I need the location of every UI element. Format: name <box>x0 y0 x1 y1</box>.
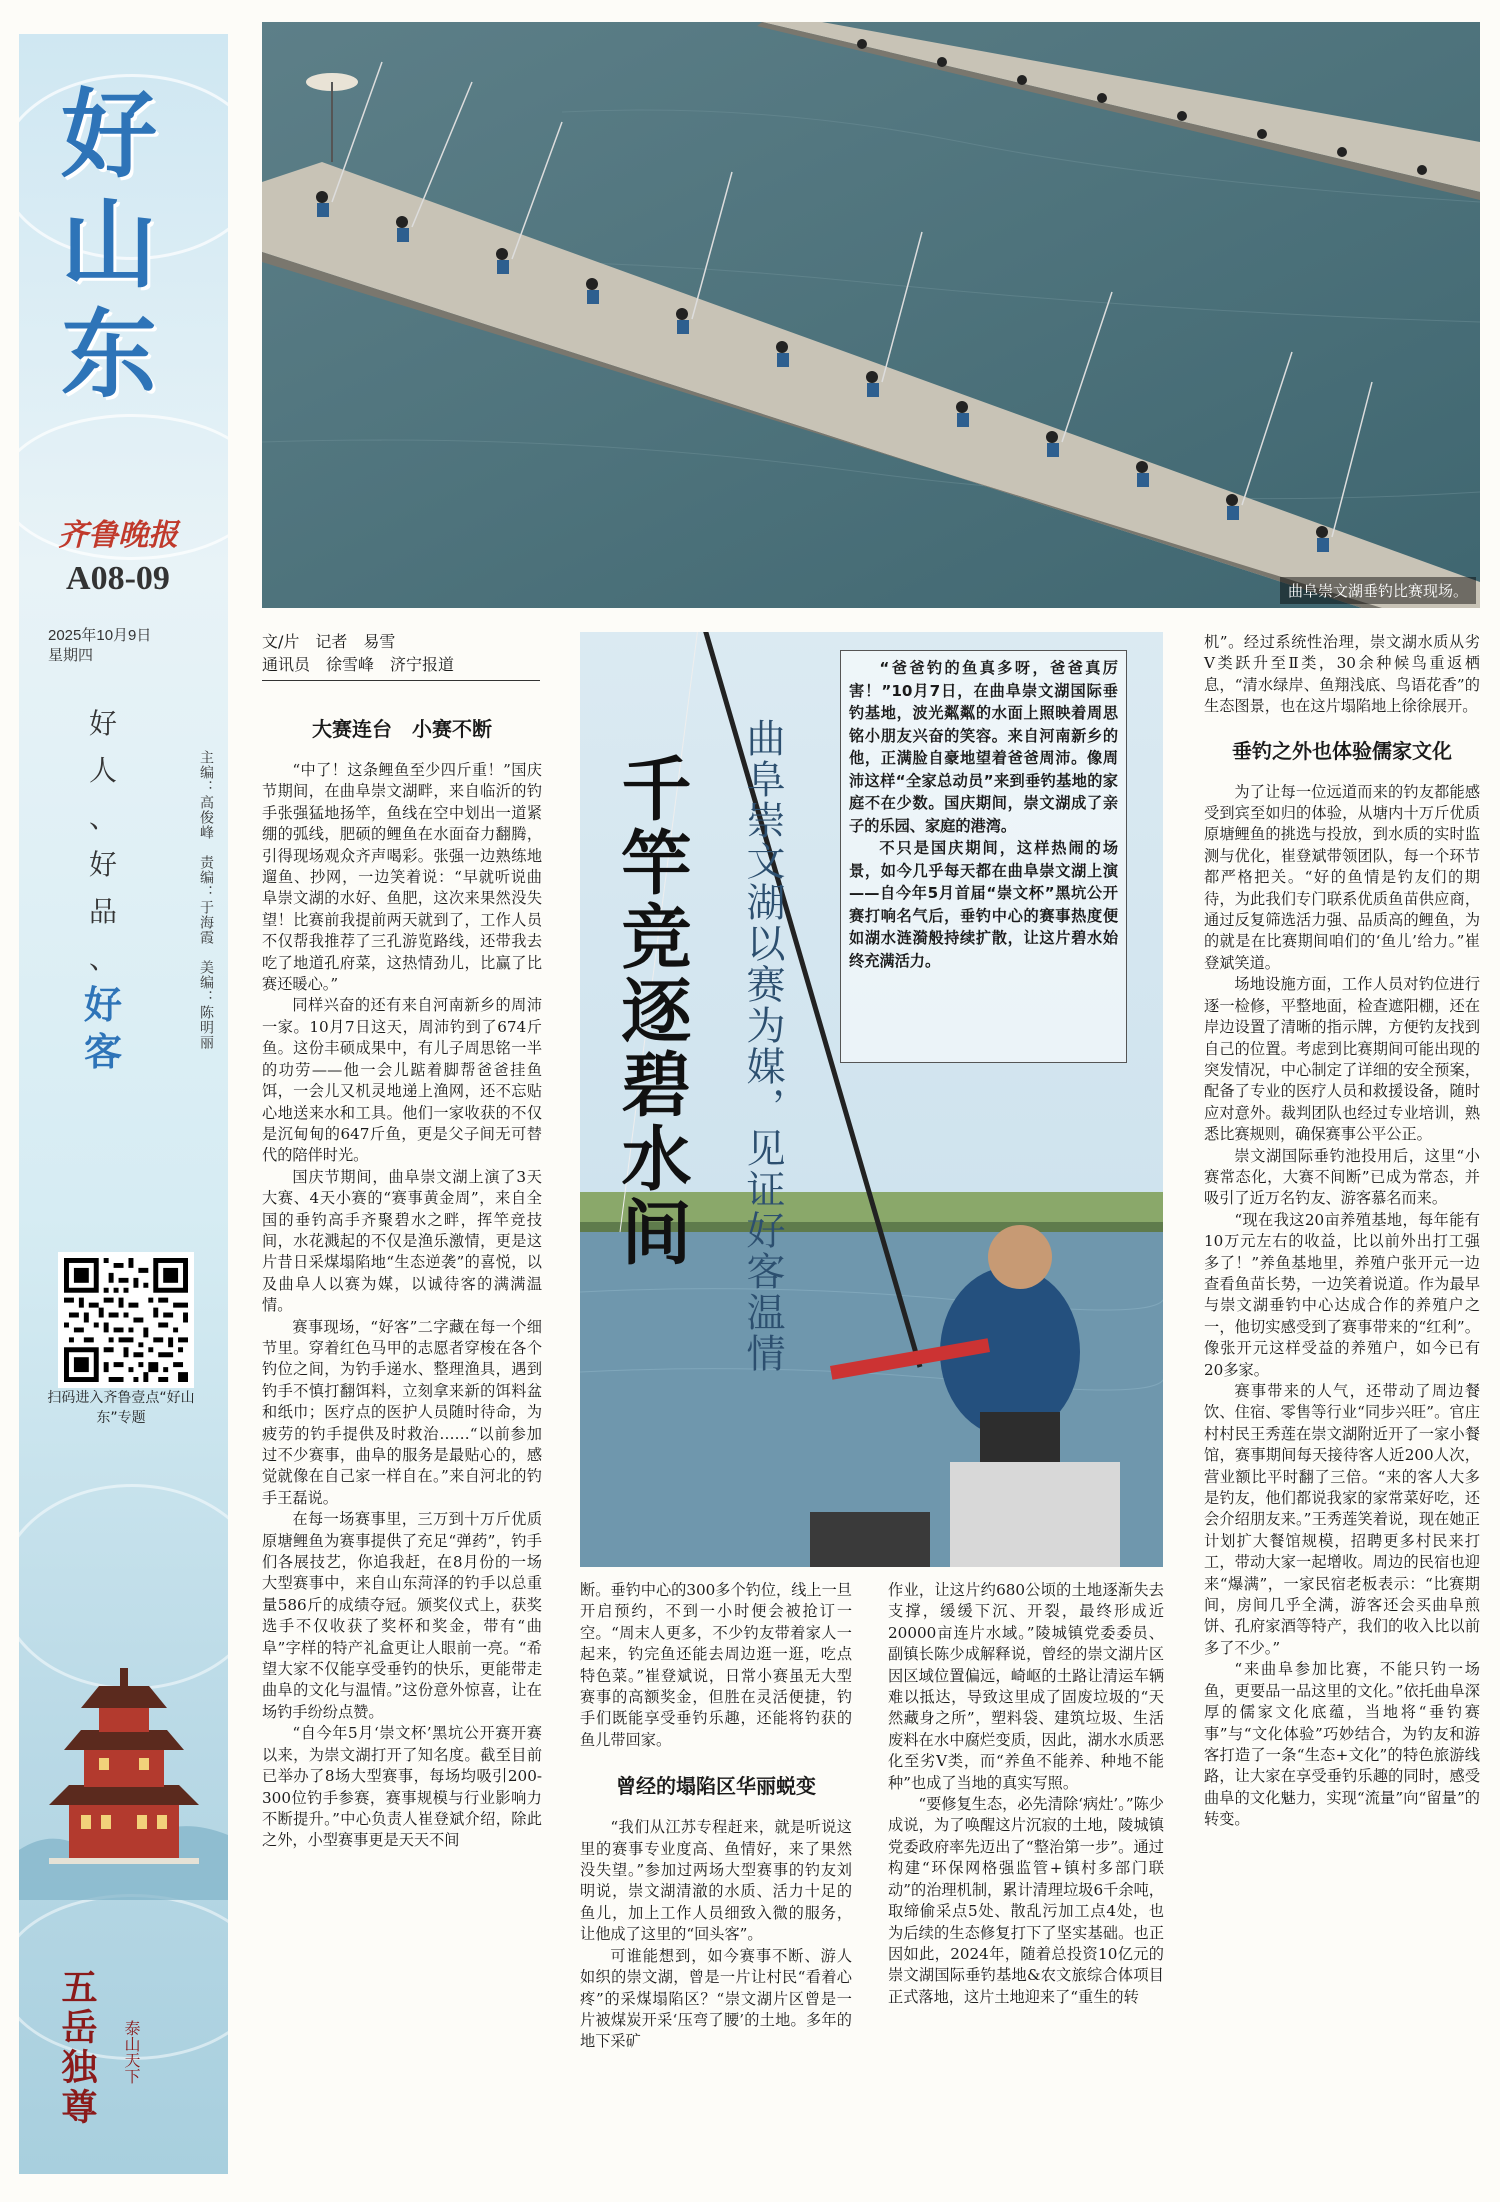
paragraph: “中了！这条鲤鱼至少四斤重！”国庆节期间，在曲阜崇文湖畔，来自临沂的钓手张强猛地扬竿，鱼线在空中划出一道紧绷的弧线，肥硕的鲤鱼在水面奋力翻腾，引得现场观众齐声喝彩。张强一边熟练地遛鱼、抄网，一边笑着说：“早就听说曲阜崇文湖的水好、鱼肥，这次来果然没失望！比赛前我提前两天就到了，工作人员不仅帮我推荐了三孔游览路线，还带我去吃了地道孔府菜，这热情劲儿，比赢了比赛还暖心。” <box>262 761 542 994</box>
paragraph: 赛事现场，“好客”二字藏在每一个细节里。穿着红色马甲的志愿者穿梭在各个钓位之间，为钓手递水、整理渔具，遇到钓手不慎打翻饵料，立刻拿来新的饵料盆和纸巾；医疗点的医护人员随时待命，为疲劳的钓手提供及时救治……“以前参加过不少赛事，曲阜的服务是最贴心的，感觉就像在自己家一样自在。”来自河北的钓手王磊说。 <box>262 1317 542 1507</box>
paragraph: 场地设施方面，工作人员对钓位进行逐一检修，平整地面，检查遮阳棚，还在岸边设置了清晰的指示牌，方便钓友找到自己的位置。考虑到比赛期间可能出现的突发情况，中心制定了详细的安全预案，配备了专业的医疗人员和救援设备，随时应对意外。裁判团队也经过专业培训，熟悉比赛规则，确保赛事公平公正。 <box>1204 975 1480 1144</box>
lead-paragraph: “爸爸钓的鱼真多呀，爸爸真厉害！”10月7日，在曲阜崇文湖国际垂钓基地，波光粼粼的水面上照映着周思铭小朋友兴奋的笑容。来自河南新乡的他，正满脸自豪地望着爸爸周沛。像周沛这样“全家总动员”来到垂钓基地的家庭不在少数。国庆期间，崇文湖成了亲子的乐园、家庭的港湾。 <box>849 659 1118 835</box>
section-heading: 曾经的塌陷区华丽蜕变 <box>616 1774 816 1799</box>
photo-caption: 曲阜崇文湖垂钓比赛现场。 <box>1280 577 1476 604</box>
paragraph: 可谁能想到，如今赛事不断、游人如织的崇文湖，曾是一片让村民“看着心疼”的采煤塌陷区？“崇文湖片区曾是一片被煤炭开采‘压弯了腰’的土地。多年的地下采矿 <box>580 1946 852 2051</box>
paragraph: “要修复生态，必先清除‘病灶’。”陈少成说，为了唤醒这片沉寂的土地，陵城镇党委政府率先迈出了“整治第一步”。通过构建“环保网格强监管+镇村多部门联动”的治理机制，累计清理垃圾6千余吨，取缔偷采点5处、散乱污加工点4处，也为后续的生态修复打下了坚实基础。也正因如此，2024年，随着总投资10亿元的崇文湖国际垂钓基地&农文旅综合体项目正式落地，这片土地迎来了“重生的转 <box>888 1795 1164 2006</box>
byline-correspondent: 通讯员 徐雪峰 济宁报道 <box>262 655 455 674</box>
subheadline: 曲阜崇文湖以赛为媒，见证好客温情 <box>740 718 785 1374</box>
fishing-platform-photo <box>262 22 1480 608</box>
date-text: 2025年10月9日 <box>48 627 152 644</box>
weekday-text: 星期四 <box>48 647 94 664</box>
slogan-char: 好 <box>83 983 122 1027</box>
slogan-char: 品 <box>88 895 117 928</box>
photo-illustration <box>262 22 1480 608</box>
paragraph: 同样兴奋的还有来自河南新乡的周沛一家。10月7日这天，周沛钓到了674斤鱼。这份丰硕成果中，有儿子周思铭一半的功劳——他一会儿踮着脚帮爸爸挂鱼饵，一会儿又机灵地递上渔网，还不忘贴心地送来水和工具。他们一家收获的不仅是沉甸甸的647斤鱼，更是父子间无可替代的陪伴时光。 <box>262 996 542 1165</box>
qr-code[interactable] <box>58 1252 194 1388</box>
paragraph: “现在我这20亩养殖基地，每年能有10万元左右的收益，比以前外出打工强多了！”养鱼基地里，养殖户张开元一边查看鱼苗长势，一边笑着说道。作为最早与崇文湖垂钓中心达成合作的养殖户之一，他切实感受到了赛事带来的“红利”。像张开元这样受益的养殖户，如今已有20多家。 <box>1204 1210 1480 1379</box>
section-heading: 垂钓之外也体验儒家文化 <box>1232 738 1452 763</box>
paragraph: “自今年5月‘崇文杯’黑坑公开赛开赛以来，为崇文湖打开了知名度。截至目前已举办了8场大型赛事，每场均吸引200-300位钓手参赛，赛事规模与行业影响力不断提升。”中心负责人崔登斌介绍，除此之外，小型赛事更是天天不间 <box>262 1724 542 1850</box>
slogan-char: 、 <box>88 942 117 975</box>
headline: 千竿竞逐碧水间 <box>610 752 692 1270</box>
slogan-char: 好 <box>88 707 117 740</box>
section-heading: 大赛连台 小赛不断 <box>312 717 492 741</box>
editor-credits: 主编：高俊峰 责编：于海霞 美编：陈明丽 <box>198 750 214 1050</box>
slogan-char: 客 <box>83 1030 122 1074</box>
issue-date <box>48 626 151 666</box>
calligraphy-stamp: 泰山天下 <box>122 2020 141 2084</box>
byline <box>262 630 542 676</box>
article-column-2 <box>580 1580 852 2053</box>
paragraph: 机”。经过系统性治理，崇文湖水质从劣Ⅴ类跃升至Ⅱ类，30余种候鸟重返栖息，“清水绿岸、鱼翔浅底、鸟语花香”的生态图景，也在这片塌陷地上徐徐展开。 <box>1204 633 1480 716</box>
lead-box <box>840 650 1127 1063</box>
article-column-3 <box>888 1580 1164 2008</box>
article-column-4 <box>1204 632 1480 1831</box>
paragraph: “我们从江苏专程赶来，就是听说这里的赛事专业度高、鱼情好，来了果然没失望。”参加过两场大型赛事的钓友刘明说，崇文湖清澈的水质、活力十足的鱼儿，加上工作人员细致入微的服务，让他成了这里的“回头客”。 <box>580 1818 852 1944</box>
section-brand-title: 好山东 <box>61 79 159 411</box>
divider <box>262 680 540 681</box>
paragraph: 在每一场赛事里，三万到十万斤优质原塘鲤鱼为赛事提供了充足“弹药”，钓手们各展技艺，你追我赶，在8月份的一场大型赛事中，来自山东菏泽的钓手以总重量586斤的成绩夺冠。颁奖仪式上，获奖选手不仅收获了奖杯和奖金，带有“曲阜”字样的特产礼盒更让人眼前一亮。“希望大家不仅能享受垂钓的快乐，更能带走曲阜的文化与温情。”这份意外惊喜，让在场钓手纷纷点赞。 <box>262 1510 542 1721</box>
qr-code-icon <box>64 1258 188 1382</box>
article-column-1 <box>262 706 542 1852</box>
slogan-char: 好 <box>88 848 117 881</box>
section-slogan <box>78 700 128 1076</box>
newspaper-name: 齐鲁晚报 <box>58 518 178 553</box>
lead-paragraph: 不只是国庆期间，这样热闹的场景，如今几乎每天都在曲阜崇文湖上演——自今年5月首届“崇文杯”黑坑公开赛打响名气后，垂钓中心的赛事热度便如湖水涟漪般持续扩散，让这片碧水始终充满活力。 <box>849 839 1118 970</box>
qr-caption: 扫码进入齐鲁壹点“好山东”专题 <box>47 1390 195 1426</box>
slogan-char: 、 <box>88 801 117 834</box>
slogan-char: 人 <box>88 754 117 787</box>
paragraph: 赛事带来的人气，还带动了周边餐饮、住宿、零售等行业“同步兴旺”。官庄村村民王秀莲在崇文湖附近开了一家小餐馆，赛事期间每天接待客人近200人次，营业额比平时翻了三倍。“来的客人大多是钓友，他们都说我家的家常菜好吃，还会介绍朋友来。”王秀莲笑着说，现在她正计划扩大餐馆规模，招聘更多村民来打工，带动大家一起增收。周边的民宿也迎来“爆满”，一家民宿老板表示：“比赛期间，房间几乎全满，游客还会买曲阜煎饼、孔府家酒等特产，我们的收入比以前多了不少。” <box>1204 1382 1480 1657</box>
paragraph: 崇文湖国际垂钓池投用后，这里“小赛常态化，大赛不间断”已成为常态，并吸引了近万名钓友、游客慕名而来。 <box>1204 1146 1480 1208</box>
page-number: A08-09 <box>66 560 170 597</box>
paragraph: 为了让每一位远道而来的钓友都能感受到宾至如归的体验，从塘内十万斤优质原塘鲤鱼的挑选与投放，到水质的实时监测与优化，崔登斌带领团队，每一个环节都严格把关。“好的鱼情是钓友们的期待，为此我们专门联系优质鱼苗供应商，通过反复筛选活力强、品质高的鲤鱼，为的就是在比赛期间咱们的‘鱼儿’给力。”崔登斌笑道。 <box>1204 782 1480 972</box>
paragraph: “来曲阜参加比赛，不能只钓一场鱼，更要品一品这里的文化。”依托曲阜深厚的儒家文化底蕴，当地将“垂钓赛事”与“文化体验”巧妙结合，为钓友和游客打造了一条“生态+文化”的特色旅游线路，让大家在享受垂钓乐趣的同时，感受曲阜的文化魅力，实现“流量”向“留量”的转变。 <box>1204 1660 1480 1829</box>
paragraph: 国庆节期间，曲阜崇文湖上演了3天大赛、4天小赛的“赛事黄金周”，来自全国的垂钓高手齐聚碧水之畔，挥竿竞技间，水花溅起的不仅是渔乐激情，更是这片昔日采煤塌陷地“生态逆袭”的喜悦，以及曲阜人以赛为媒，以诚待客的满满温情。 <box>262 1167 542 1315</box>
paragraph: 断。垂钓中心的300多个钓位，线上一旦开启预约，不到一小时便会被抢订一空。“周末人更多，不少钓友带着家人一起来，钓完鱼还能去周边逛一逛，吃点特色菜。”崔登斌说，日常小赛虽无大型赛事的高额奖金，但胜在灵活便捷，钓手们既能享受垂钓乐趣，还能将钓获的鱼儿带回家。 <box>580 1581 852 1749</box>
calligraphy-seal: 五岳独尊 <box>56 1968 97 2128</box>
byline-author: 文/片 记者 易雪 <box>262 632 396 651</box>
pagoda-illustration <box>19 1650 228 1900</box>
paragraph: 作业，让这片约680公顷的土地逐渐失去支撑，缓缓下沉、开裂，最终形成近20000亩连片水域。”陵城镇党委委员、副镇长陈少成解释说，曾经的崇文湖片区因区域位置偏远，崎岖的土路让清运车辆难以抵达，导致这里成了固废垃圾的“天然藏身之所”，塑料袋、建筑垃圾、生活废料在水中腐烂变质，因此，湖水水质恶化至劣Ⅴ类，而“养鱼不能养、种地不能种”也成了当地的真实写照。 <box>888 1581 1164 1792</box>
